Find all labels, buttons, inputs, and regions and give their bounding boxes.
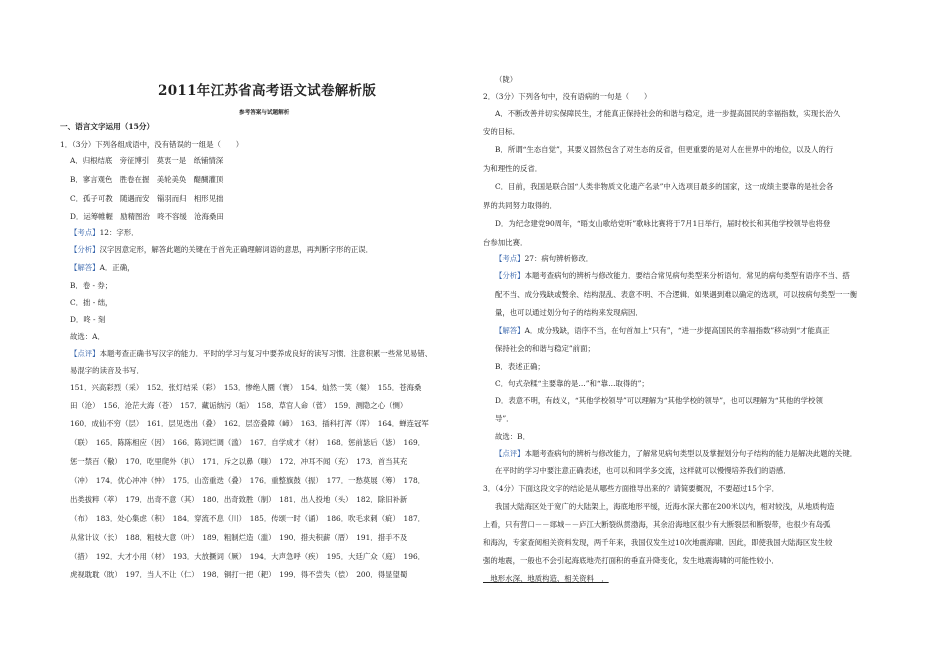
jieda-2-c: C．句式杂糅“主要靠的是…”和“靠…取得的”； xyxy=(495,379,649,388)
question-1-stem: 1．（3分）下列各组成语中，没有错误的一组是（ ） xyxy=(60,140,244,149)
word-list-line: 惩一禁百（儆） 170．吃里爬外（扒） 171．斥之以鼻（嗤） 172．冲耳不闻（充） 173．首当其充 xyxy=(70,457,408,466)
word-list-line: 田（沧） 156．沧茫大海（苍） 157．藏诟纳污（垢） 158．草官人命（菅） 159．测隐之心（恻） xyxy=(70,401,408,410)
dianping-1-cont: 易混字的读音及书写． xyxy=(70,366,144,375)
jieda-2-d: D．表意不明，有歧义，“其他学校领导”可以理解为“其他学校的领导”，也可以理解为“其他的学校领 xyxy=(495,396,823,405)
kaodian-1: 【考点】12：字形． xyxy=(70,228,139,237)
section-tag: 【点评】 xyxy=(70,349,100,358)
jieda-2: 【解答】A．成分残缺，语序不当，在句首加上“只有”，“进一步提高国民的幸福指数”移动到“才能真正 xyxy=(495,326,830,335)
word-list-line: （措） 192．大才小用（材） 193．大放撅词（厥） 194．大声急呼（疾） 195．大廷广众（庭） 196． xyxy=(70,552,426,561)
word-list-line: 虎视耽耽（眈） 197．当人不让（仁） 198．铜打一把（耙） 199．得不尝失（偿） 200．得显望蜀 xyxy=(70,570,408,579)
option-a: A．不断改善并切实保障民生，才能真正保持社会的和谐与稳定，进一步提高国民的幸福指数，实现长治久 xyxy=(495,109,841,118)
option-d-cont: 台参加比赛． xyxy=(483,238,528,247)
passage-line: 我国大陆海区处于宽广的大陆架上，海底地形平缓，近海水深大都在200米以内，相对较浅，从地质构造 xyxy=(495,502,835,511)
section-tag: 【点评】 xyxy=(495,449,525,458)
word-list-line: 160．成仙不穷（层） 161．层见迭出（叠） 162．层峦叠障（嶂） 163．插科打浑（诨） 164．蝉连冠军 xyxy=(70,419,429,428)
option-b: B．所谓“生态自觉”，其要义固然包含了对生态的反省，但更重要的是对人在世界中的地位，以及人的行 xyxy=(495,145,834,154)
option-a-cont: 安的目标． xyxy=(483,127,520,136)
jieda-1-c: C．拙 - 绌， xyxy=(70,298,113,307)
question-3-stem: 3．（4分）下面这段文字的结论是从哪些方面推导出来的？请简要概况，不要超过15个字． xyxy=(483,484,779,493)
fenxi-2-cont: 量，也可以通过划分句子的结构来发现病因． xyxy=(495,308,643,317)
option-d: D．为纪念建党90周年，“晤支山歌给党听”歌咏比赛将于7月1日举行，届时校长和其他学校领导也将登 xyxy=(495,219,831,228)
word-list-line: 从常计议（长） 188．粗枝大意（叶） 189．粗制烂造（滥） 190．措夫积薪（厝） 191．措手不及 xyxy=(70,533,408,542)
fenxi-2: 【分析】本题考查病句的辨析与修改能力．要结合常见病句类型来分析语句．常见的病句类型有语序不当、搭 xyxy=(495,271,850,280)
word-list-line: 151．兴高彩烈（采） 152．张灯结采（彩） 153．惨绝人圜（寰） 154．灿然一笑（粲） 155．苍海桑 xyxy=(70,383,422,392)
option-c: C．目前，我国是联合国“人类非物质文化遗产名录”中入选项目最多的国家，这一成绩主要靠的是社会各 xyxy=(495,182,834,191)
dianping-1: 【点评】本题考查正确书写汉字的能力．平时的学习与复习中要养成良好的读写习惯．注意积累一些常见易错、 xyxy=(70,349,433,358)
word-list-line: （联） 165．陈陈相应（因） 166．陈词烂调（滥） 167．自学成才（材） 168．惩前毖后（毖） 169． xyxy=(70,438,426,447)
document-subtitle: 参考答案与试题解析 xyxy=(239,110,290,116)
section-tag: 【考点】 xyxy=(495,254,525,263)
word-list-line: （布） 183．处心集虑（积） 184．穿流不息（川） 185．传颂一时（诵） 186．吹毛求刺（疵） 187． xyxy=(70,514,426,523)
section-tag: 【考点】 xyxy=(70,228,100,237)
option-a: A．归根结底 旁征博引 莫衷一是 纸铺情深 xyxy=(70,156,224,165)
answer-choice-1: 故选：A． xyxy=(70,332,105,341)
option-d: D．运筹帷幄 励精图治 咚不容缓 沧海桑田 xyxy=(70,212,224,221)
option-b-cont: 为和理性的反省． xyxy=(483,164,543,173)
passage-line: 和海沟，专家查阅相关资料发现，两千年来，我国仅发生过10次地震海啸．因此，即使我国大陆海区发生较 xyxy=(483,538,833,547)
passage-line: 强的地震，一般也不会引起海底地壳打面积的垂直升降变化，发生地震海啸的可能性较小． xyxy=(483,556,779,565)
answer-3: 地形水深、地质构造、相关资料 ． xyxy=(483,574,609,583)
jieda-2-cont: 保持社会的和谐与稳定”前面； xyxy=(495,344,595,353)
question-2-stem: 2．（3分）下列各句中，没有语病的一句是（ ） xyxy=(483,92,652,101)
dianping-2: 【点评】本题考查病句的辨析与修改能力，了解常见病句类型以及掌握划分句子结构的能力是解决此题的关键． xyxy=(495,449,858,458)
jieda-2-b: B．表述正确； xyxy=(495,362,545,371)
jieda-1: 【解答】A．正确， xyxy=(70,263,135,272)
document-title: 2011年江苏省高考语文试卷解析版 xyxy=(158,83,377,99)
section-tag: 【分析】 xyxy=(495,271,525,280)
option-b: B．寥言观色 胜卷在握 美轮美奂 醍醐灌顶 xyxy=(70,175,224,184)
section-heading: 一、语言文字运用（15分） xyxy=(60,122,155,131)
fenxi-1: 【分析】汉字因意定形，解答此题的关键在于首先正确理解词语的意思，再判断字形的正误． xyxy=(70,245,374,254)
word-list-line: （冲） 174．优心冲冲（忡） 175．山峦重迭（叠） 176．重整旗鼓（振） 177．一愁莫展（筹） 178． xyxy=(70,476,426,485)
jieda-1-b: B．卷 - 券； xyxy=(70,281,113,290)
continued-text: （陇） xyxy=(495,75,518,84)
section-tag: 【解答】 xyxy=(70,263,100,272)
dianping-2-cont: 在平时的学习中要注意正确表述，也可以和同学多交流，这样就可以慢慢培养我们的语感． xyxy=(495,466,791,475)
option-c: C．孤子可教 随遇而安 锱羽而归 相形见拙 xyxy=(70,194,224,203)
passage-line: 上看，只有营口－－郯城－－庐江大断裂纵贯渤海，其余沿海地区很少有大断裂层和断裂带，也很少有岛弧 xyxy=(483,520,831,529)
section-tag: 【分析】 xyxy=(70,245,100,254)
kaodian-2: 【考点】27：病句辨析修改． xyxy=(495,254,594,263)
jieda-1-d: D．咚 - 刻 xyxy=(70,315,106,324)
section-tag: 【解答】 xyxy=(495,326,525,335)
option-c-cont: 界的共同努力取得的． xyxy=(483,201,557,210)
fenxi-2-cont: 配不当、成分残缺或赘余、结构混乱、表意不明、不合逻辑．如果遇到难以确定的选项，可以按病句类型一一衡 xyxy=(495,290,858,299)
answer-choice-2: 故选：B． xyxy=(495,432,530,441)
word-list-line: 出类拔粹（萃） 179．出奇不意（其） 180．出奇致胜（制） 181．出人投地（头） 182．除旧补新 xyxy=(70,495,408,504)
jieda-2-d-cont: 导”． xyxy=(495,414,514,423)
